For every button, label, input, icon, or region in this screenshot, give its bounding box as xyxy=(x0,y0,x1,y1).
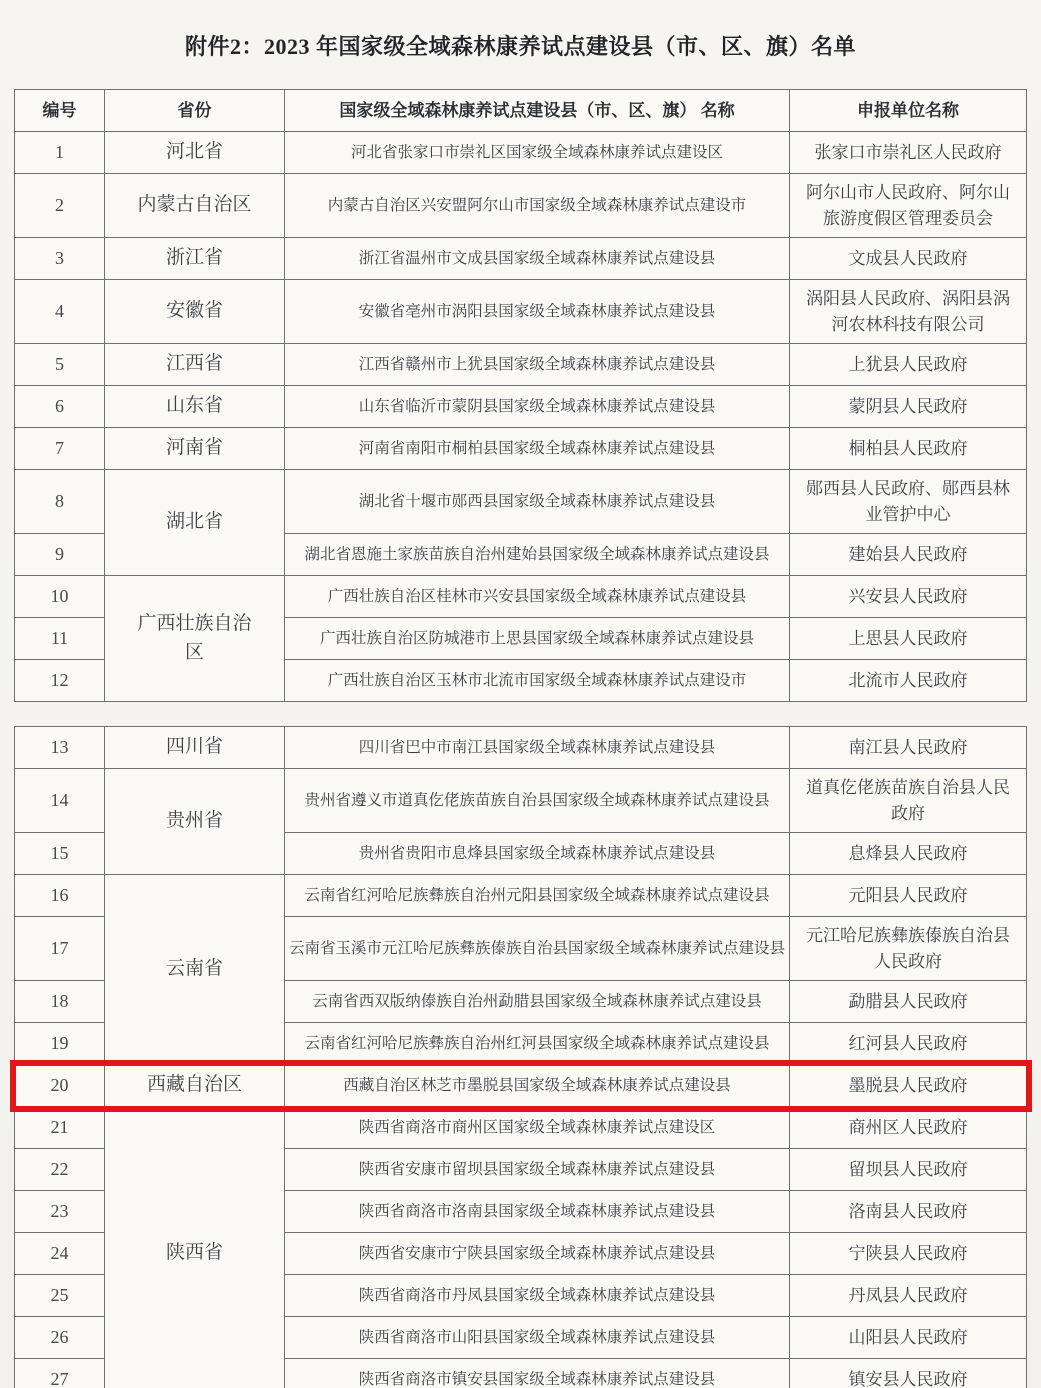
row-number-cell: 11 xyxy=(15,618,105,660)
applicant-cell: 镇安县人民政府 xyxy=(790,1359,1027,1388)
applicant-cell: 息烽县人民政府 xyxy=(790,833,1027,875)
applicant-cell: 北流市人民政府 xyxy=(790,660,1027,702)
row-number-cell: 7 xyxy=(15,428,105,470)
applicant-cell: 郧西县人民政府、郧西县林业管护中心 xyxy=(790,470,1027,534)
site-name-cell: 浙江省温州市文成县国家级全域森林康养试点建设县 xyxy=(285,238,790,280)
province-cell: 广西壮族自治区 xyxy=(105,576,285,702)
table-row xyxy=(15,174,1027,238)
applicant-cell: 丹凤县人民政府 xyxy=(790,1275,1027,1317)
highlighted-row xyxy=(15,1065,1027,1107)
applicant-cell: 涡阳县人民政府、涡阳县涡河农林科技有限公司 xyxy=(790,280,1027,344)
row-number-cell: 26 xyxy=(15,1317,105,1359)
site-name-cell: 广西壮族自治区防城港市上思县国家级全域森林康养试点建设县 xyxy=(285,618,790,660)
site-name-cell: 云南省红河哈尼族彝族自治州元阳县国家级全域森林康养试点建设县 xyxy=(285,875,790,917)
row-number-cell: 27 xyxy=(15,1359,105,1388)
province-cell: 浙江省 xyxy=(105,238,285,280)
row-number-cell: 2 xyxy=(15,174,105,238)
row-number-cell: 18 xyxy=(15,981,105,1023)
row-number-cell: 14 xyxy=(15,769,105,833)
table-row xyxy=(15,280,1027,344)
applicant-cell: 宁陕县人民政府 xyxy=(790,1233,1027,1275)
row-number-cell: 6 xyxy=(15,386,105,428)
province-cell: 江西省 xyxy=(105,344,285,386)
site-name-cell: 陕西省商洛市镇安县国家级全域森林康养试点建设县 xyxy=(285,1359,790,1388)
roster-table-part-1 xyxy=(14,89,1027,702)
header-cell: 国家级全域森林康养试点建设县（市、区、旗） 名称 xyxy=(285,90,790,132)
site-name-cell: 四川省巴中市南江县国家级全域森林康养试点建设县 xyxy=(285,727,790,769)
site-name-cell: 陕西省安康市留坝县国家级全域森林康养试点建设县 xyxy=(285,1149,790,1191)
applicant-cell: 洛南县人民政府 xyxy=(790,1191,1027,1233)
applicant-cell: 元江哈尼族彝族傣族自治县人民政府 xyxy=(790,917,1027,981)
province-cell: 四川省 xyxy=(105,727,285,769)
applicant-cell: 上犹县人民政府 xyxy=(790,344,1027,386)
applicant-cell: 道真仡佬族苗族自治县人民政府 xyxy=(790,769,1027,833)
site-name-cell: 江西省赣州市上犹县国家级全域森林康养试点建设县 xyxy=(285,344,790,386)
row-number-cell: 21 xyxy=(15,1107,105,1149)
province-cell: 陕西省 xyxy=(105,1107,285,1388)
page-title: 附件2：2023 年国家级全域森林康养试点建设县（市、区、旗）名单 xyxy=(184,34,856,59)
site-name-cell: 陕西省商洛市山阳县国家级全域森林康养试点建设县 xyxy=(285,1317,790,1359)
header-cell: 申报单位名称 xyxy=(790,90,1027,132)
site-name-cell: 西藏自治区林芝市墨脱县国家级全域森林康养试点建设县 xyxy=(285,1065,790,1107)
applicant-cell: 留坝县人民政府 xyxy=(790,1149,1027,1191)
site-name-cell: 河北省张家口市崇礼区国家级全域森林康养试点建设区 xyxy=(285,132,790,174)
site-name-cell: 云南省玉溪市元江哈尼族彝族傣族自治县国家级全域森林康养试点建设县 xyxy=(285,917,790,981)
site-name-cell: 陕西省商洛市商州区国家级全域森林康养试点建设区 xyxy=(285,1107,790,1149)
header-cell: 省份 xyxy=(105,90,285,132)
row-number-cell: 13 xyxy=(15,727,105,769)
site-name-cell: 河南省南阳市桐柏县国家级全域森林康养试点建设县 xyxy=(285,428,790,470)
table-row xyxy=(15,1107,1027,1149)
row-number-cell: 16 xyxy=(15,875,105,917)
row-number-cell: 22 xyxy=(15,1149,105,1191)
site-name-cell: 云南省西双版纳傣族自治州勐腊县国家级全域森林康养试点建设县 xyxy=(285,981,790,1023)
applicant-cell: 商州区人民政府 xyxy=(790,1107,1027,1149)
row-number-cell: 20 xyxy=(15,1065,105,1107)
site-name-cell: 湖北省恩施土家族苗族自治州建始县国家级全域森林康养试点建设县 xyxy=(285,534,790,576)
row-number-cell: 8 xyxy=(15,470,105,534)
row-number-cell: 17 xyxy=(15,917,105,981)
table-header-row xyxy=(15,90,1027,132)
table-row xyxy=(15,576,1027,618)
applicant-cell: 桐柏县人民政府 xyxy=(790,428,1027,470)
row-number-cell: 9 xyxy=(15,534,105,576)
province-cell: 河北省 xyxy=(105,132,285,174)
row-number-cell: 5 xyxy=(15,344,105,386)
province-cell: 山东省 xyxy=(105,386,285,428)
row-number-cell: 12 xyxy=(15,660,105,702)
applicant-cell: 张家口市崇礼区人民政府 xyxy=(790,132,1027,174)
table-row xyxy=(15,238,1027,280)
site-name-cell: 湖北省十堰市郧西县国家级全域森林康养试点建设县 xyxy=(285,470,790,534)
row-number-cell: 4 xyxy=(15,280,105,344)
applicant-cell: 山阳县人民政府 xyxy=(790,1317,1027,1359)
applicant-cell: 南江县人民政府 xyxy=(790,727,1027,769)
row-number-cell: 10 xyxy=(15,576,105,618)
table-row xyxy=(15,132,1027,174)
province-cell: 湖北省 xyxy=(105,470,285,576)
row-number-cell: 15 xyxy=(15,833,105,875)
table-row xyxy=(15,470,1027,534)
table-row xyxy=(15,344,1027,386)
table-row xyxy=(15,428,1027,470)
site-name-cell: 贵州省贵阳市息烽县国家级全域森林康养试点建设县 xyxy=(285,833,790,875)
table-row xyxy=(15,727,1027,769)
applicant-cell: 蒙阴县人民政府 xyxy=(790,386,1027,428)
roster-table-part-2 xyxy=(14,726,1027,1388)
site-name-cell: 内蒙古自治区兴安盟阿尔山市国家级全域森林康养试点建设市 xyxy=(285,174,790,238)
row-number-cell: 24 xyxy=(15,1233,105,1275)
table-row xyxy=(15,875,1027,917)
site-name-cell: 贵州省遵义市道真仡佬族苗族自治县国家级全域森林康养试点建设县 xyxy=(285,769,790,833)
site-name-cell: 山东省临沂市蒙阴县国家级全域森林康养试点建设县 xyxy=(285,386,790,428)
site-name-cell: 陕西省安康市宁陕县国家级全域森林康养试点建设县 xyxy=(285,1233,790,1275)
site-name-cell: 广西壮族自治区桂林市兴安县国家级全域森林康养试点建设县 xyxy=(285,576,790,618)
header-cell: 编号 xyxy=(15,90,105,132)
row-number-cell: 3 xyxy=(15,238,105,280)
row-number-cell: 1 xyxy=(15,132,105,174)
table-row xyxy=(15,769,1027,833)
province-cell: 河南省 xyxy=(105,428,285,470)
applicant-cell: 建始县人民政府 xyxy=(790,534,1027,576)
province-cell: 安徽省 xyxy=(105,280,285,344)
province-cell: 云南省 xyxy=(105,875,285,1065)
applicant-cell: 兴安县人民政府 xyxy=(790,576,1027,618)
applicant-cell: 勐腊县人民政府 xyxy=(790,981,1027,1023)
site-name-cell: 广西壮族自治区玉林市北流市国家级全域森林康养试点建设市 xyxy=(285,660,790,702)
applicant-cell: 阿尔山市人民政府、阿尔山旅游度假区管理委员会 xyxy=(790,174,1027,238)
province-cell: 贵州省 xyxy=(105,769,285,875)
site-name-cell: 安徽省亳州市涡阳县国家级全域森林康养试点建设县 xyxy=(285,280,790,344)
applicant-cell: 文成县人民政府 xyxy=(790,238,1027,280)
site-name-cell: 陕西省商洛市丹凤县国家级全域森林康养试点建设县 xyxy=(285,1275,790,1317)
site-name-cell: 云南省红河哈尼族彝族自治州红河县国家级全域森林康养试点建设县 xyxy=(285,1023,790,1065)
applicant-cell: 上思县人民政府 xyxy=(790,618,1027,660)
province-cell: 内蒙古自治区 xyxy=(105,174,285,238)
applicant-cell: 红河县人民政府 xyxy=(790,1023,1027,1065)
table-row xyxy=(15,386,1027,428)
applicant-cell: 墨脱县人民政府 xyxy=(790,1065,1027,1107)
applicant-cell: 元阳县人民政府 xyxy=(790,875,1027,917)
province-cell: 西藏自治区 xyxy=(105,1065,285,1107)
site-name-cell: 陕西省商洛市洛南县国家级全域森林康养试点建设县 xyxy=(285,1191,790,1233)
row-number-cell: 25 xyxy=(15,1275,105,1317)
row-number-cell: 23 xyxy=(15,1191,105,1233)
row-number-cell: 19 xyxy=(15,1023,105,1065)
